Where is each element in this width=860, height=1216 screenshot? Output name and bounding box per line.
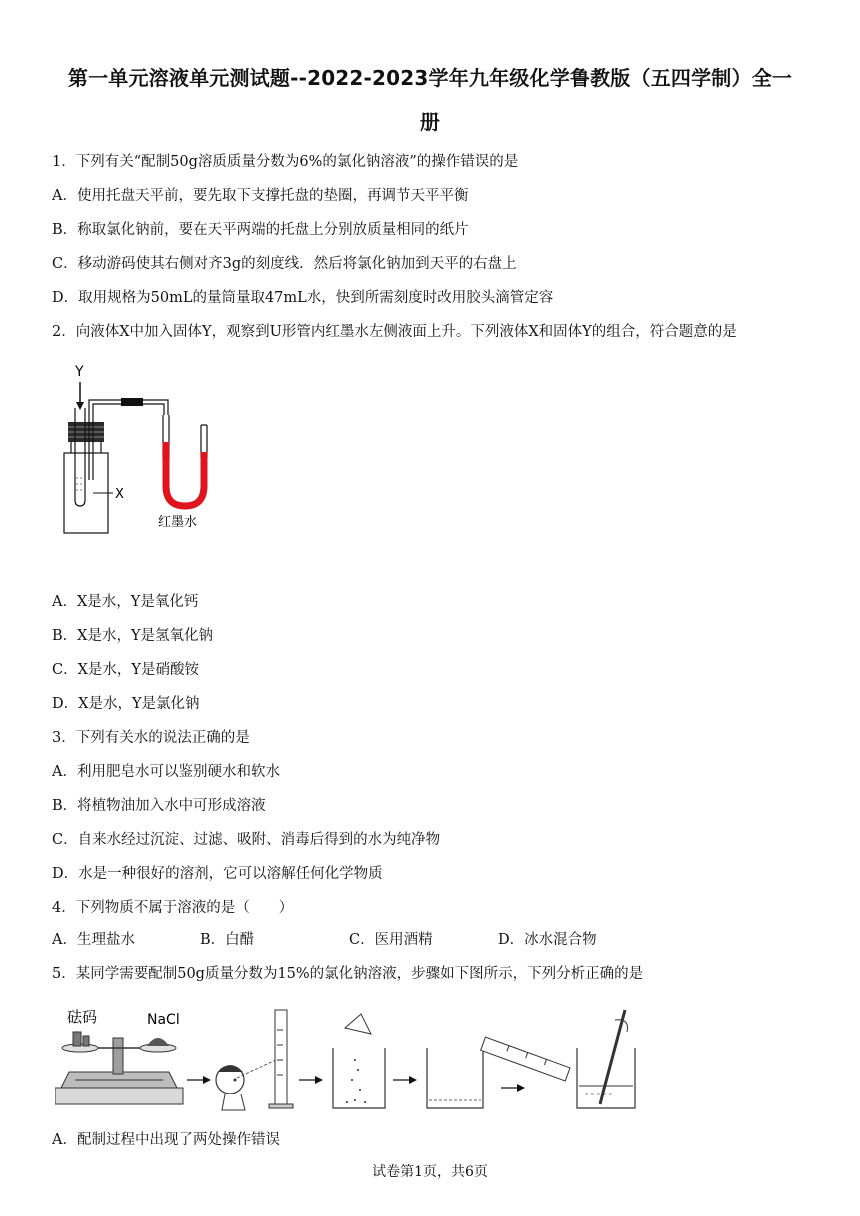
q2-apparatus-figure [55, 360, 225, 535]
exam-title-line2: 册 [419, 110, 441, 134]
q3-option-a: A．利用肥皂水可以鉴别硬水和软水 [52, 764, 280, 780]
pour-water-step [427, 1037, 570, 1108]
q4-option-a: A．生理盐水 [52, 932, 135, 948]
dissolve-powder-step [333, 1014, 385, 1108]
q5-procedure-figure [55, 1000, 655, 1115]
exam-title-line1: 第一单元溶液单元测试题--2022-2023学年九年级化学鲁教版（五四学制）全一 [67, 66, 793, 90]
label-nacl: NaCl [147, 1012, 180, 1028]
label-x: X [115, 487, 124, 502]
stir-step [577, 1010, 635, 1108]
q2-stem: 2．向液体X中加入固体Y，观察到U形管内红墨水左侧液面上升。下列液体X和固体Y的组合，符合题意的是 [52, 324, 737, 340]
q1-stem: 1．下列有关“配制50g溶质质量分数为6%的氯化钠溶液”的操作错误的是 [52, 154, 519, 170]
q1-option-c: C．移动游码使其右侧对齐3g的刻度线．然后将氯化钠加到天平的右盘上 [52, 256, 517, 272]
q3-option-c: C．自来水经过沉淀、过滤、吸附、消毒后得到的水为纯净物 [52, 832, 441, 848]
q4-option-b: B．白醋 [200, 932, 255, 948]
label-red-ink: 红墨水 [158, 515, 198, 530]
measure-step [216, 1010, 293, 1110]
q2-option-b: B．X是水，Y是氢氧化钠 [52, 628, 214, 644]
q2-option-d: D．X是水，Y是氯化钠 [52, 696, 200, 712]
q5-stem: 5．某同学需要配制50g质量分数为15%的氯化钠溶液，步骤如下图所示，下列分析正确的是 [52, 966, 644, 982]
page-footer: 试卷第1页，共6页 [372, 1164, 488, 1180]
balance-step [55, 1008, 183, 1104]
q3-stem: 3．下列有关水的说法正确的是 [52, 730, 250, 746]
q4-option-c: C．医用酒精 [349, 932, 433, 948]
q2-option-a: A．X是水，Y是氧化钙 [52, 594, 199, 610]
q1-option-b: B．称取氯化钠前，要在天平两端的托盘上分别放质量相同的纸片 [52, 222, 469, 238]
q2-option-c: C．X是水，Y是硝酸铵 [52, 662, 199, 678]
q5-option-a: A．配制过程中出现了两处操作错误 [52, 1132, 280, 1148]
q1-option-d: D．取用规格为50mL的量筒量取47mL水，快到所需刻度时改用胶头滴管定容 [52, 290, 554, 306]
red-ink-liquid [166, 442, 204, 506]
q4-stem: 4．下列物质不属于溶液的是（ ） [52, 900, 294, 916]
q4-option-d: D．冰水混合物 [498, 932, 597, 948]
label-weights: 砝码 [67, 1008, 98, 1026]
q3-option-d: D．水是一种很好的溶剂，它可以溶解任何化学物质 [52, 866, 383, 882]
label-y: Y [75, 364, 84, 380]
q1-option-a: A．使用托盘天平前，要先取下支撑托盘的垫圈，再调节天平平衡 [52, 188, 469, 204]
q3-option-b: B．将植物油加入水中可形成溶液 [52, 798, 266, 814]
